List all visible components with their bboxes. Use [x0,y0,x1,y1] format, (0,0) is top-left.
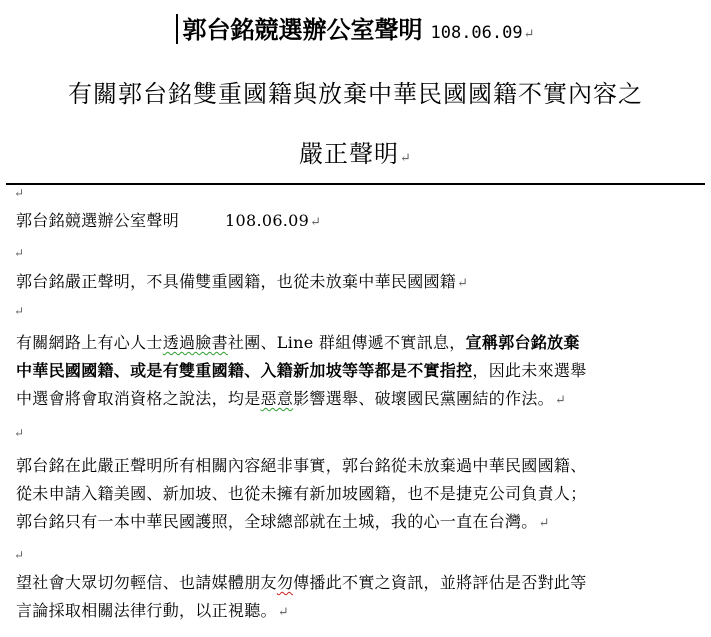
p3-line-1: 郭台銘在此嚴正聲明所有相關內容絕非事實，郭台銘從未放棄過中華民國國籍、 [16,456,587,475]
p3-line-3: 郭台銘只有一本中華民國護照，全球總部就在土城，我的心一直在台灣。 [16,512,538,531]
paragraph-mark-icon: ↵ [310,215,322,230]
subtitle-text-2: 嚴正聲明 [299,140,400,168]
heading-date: 108.06.09 [430,23,523,43]
issuer-date: 108.06.09 [225,211,310,230]
subtitle-text-1: 有關郭台銘雙重國籍與放棄中華民國國籍不實內容之 [68,80,643,108]
p4-line-1: 望社會大眾切勿輕信、也請媒體朋友 [16,573,277,592]
empty-paragraph-mark-icon: ↵ [14,246,25,260]
p2-bold-2: 中華民國國籍、或是有雙重國籍、入籍新加坡等等都是不實指控 [16,361,473,380]
empty-paragraph-mark-icon: ↵ [14,186,25,200]
paragraph-1-text: 郭台銘嚴正聲明，不具備雙重國籍，也從未放棄中華民國國籍 [16,272,457,291]
paragraph-mark-icon: ↵ [400,151,412,166]
p4-line-2: 言論採取相關法律行動，以正視聽。 [16,601,277,620]
issuer-name: 郭台銘競選辦公室聲明 [16,211,180,230]
paragraph-3 [16,452,706,538]
paragraph-2 [16,329,706,415]
paragraph-1 [16,268,706,298]
paragraph-mark-icon: ↵ [457,276,469,291]
paragraph-mark-icon: ↵ [554,393,567,408]
empty-paragraph-mark-icon: ↵ [14,304,25,318]
p2-text-b: ，因此未來選舉 [472,361,587,380]
paragraph-mark-icon: ↵ [538,516,550,531]
p4-line-1b: 傳播此不實之資訊，並將評估是否對此等 [293,573,587,592]
p2-text-a: 有關網路上有心人士 [16,333,163,352]
heading-title: 郭台銘競選辦公室聲明 [182,15,423,44]
statement-heading [0,10,711,45]
paragraph-mark-icon: ↵ [523,27,535,42]
paragraph-4 [16,569,706,627]
paragraph-mark-icon: ↵ [277,605,290,620]
p2-line3-flagged: 惡意 [260,389,294,408]
subtitle-line-1 [10,74,701,109]
p4-flagged-text: 勿 [276,573,294,592]
subtitle-line-2 [10,134,701,169]
p2-line3-a: 中選會將會取消資格之說法，均是 [16,389,261,408]
p2-bold-1: 宣稱郭台銘放棄 [465,333,580,352]
text-cursor [176,14,178,44]
empty-paragraph-mark-icon: ↵ [14,426,25,440]
issuer-line [16,207,706,237]
p2-line3-b: 影響選舉、破壞國民黨團結的作法。 [293,389,554,408]
horizontal-rule [6,183,705,185]
p3-line-2: 從未申請入籍美國、新加坡、也從未擁有新加坡國籍，也不是捷克公司負責人； [16,484,587,503]
p2-flagged-text: 透過臉書 [162,333,228,352]
empty-paragraph-mark-icon: ↵ [14,548,25,562]
p2-text-a2: 社團、Line 群組傳遞不實訊息， [227,333,466,352]
